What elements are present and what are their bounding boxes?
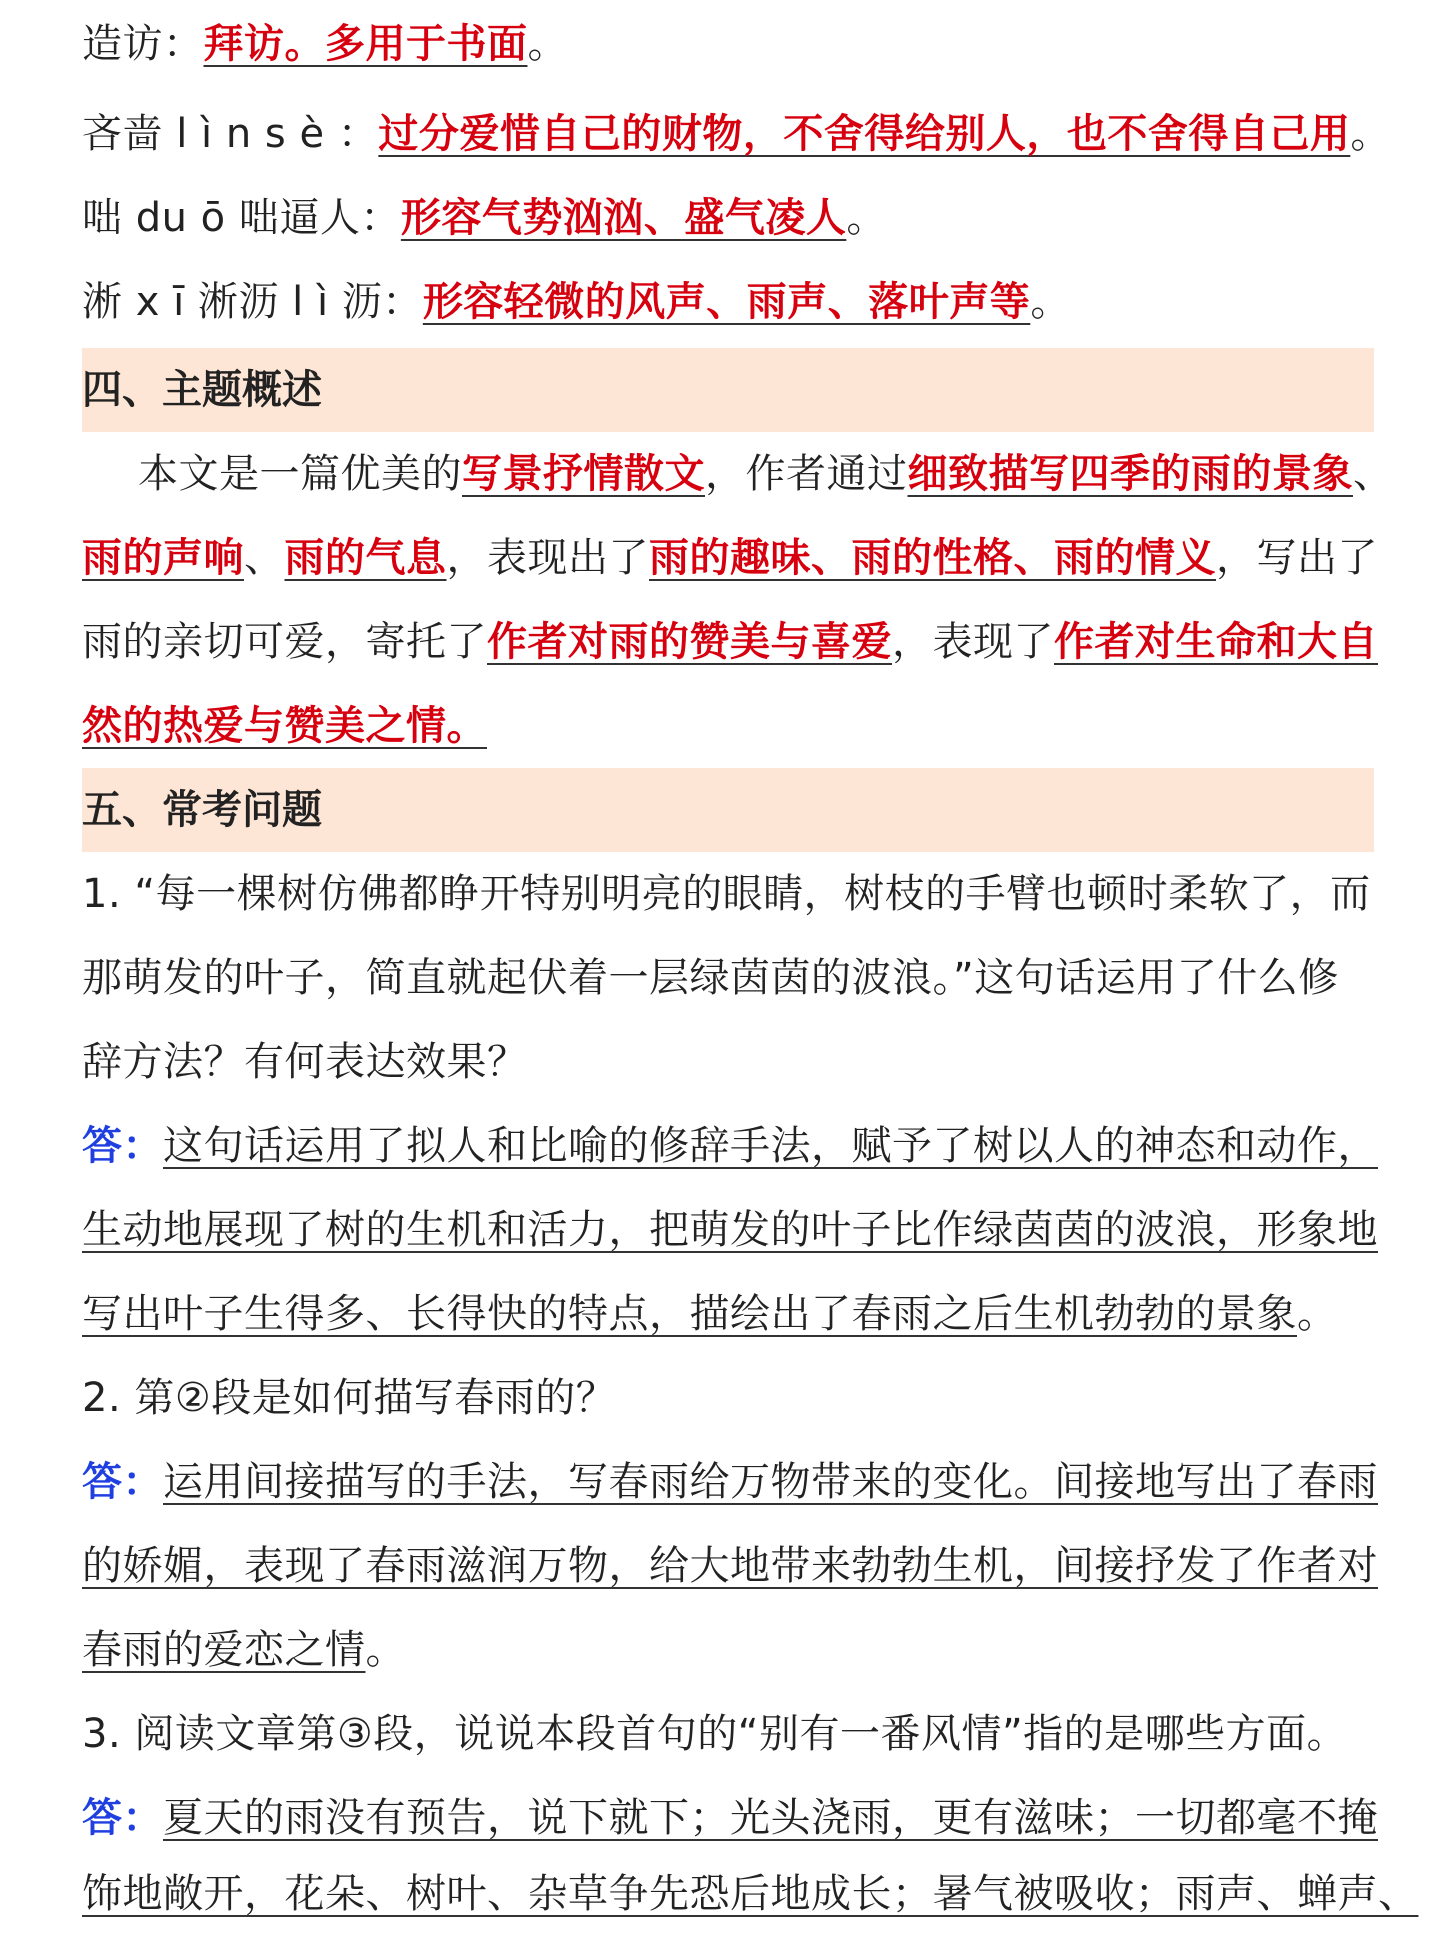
vocab-term: 造访：	[82, 21, 204, 67]
answer-label: 答：	[82, 1795, 163, 1841]
theme-paragraph-line-3	[82, 600, 1378, 684]
highlight-span: 细致描写四季的雨的景象	[907, 451, 1353, 497]
text-span: 本文是一篇优美的	[138, 451, 462, 497]
text-span: 、	[1353, 451, 1394, 497]
answer-1-line-2	[82, 1188, 1378, 1272]
answer-1-line-3	[82, 1272, 1338, 1356]
answer-2-line-3	[82, 1608, 406, 1692]
text-span: ，表现出了	[446, 535, 649, 581]
theme-paragraph-line-1	[82, 432, 1394, 516]
highlight-span: 雨的声响	[82, 535, 244, 581]
highlight-span: 作者对雨的赞美与喜爱	[487, 619, 892, 665]
section-heading-questions: 五、常考问题	[82, 768, 1374, 852]
answer-text: 夏天的雨没有预告，说下就下；光头浇雨，更有滋味；一切都毫不掩	[163, 1795, 1378, 1841]
text-span: 雨的亲切可爱，寄托了	[82, 619, 487, 665]
answer-label: 答：	[82, 1123, 163, 1169]
answer-text: 生动地展现了树的生机和活力，把萌发的叶子比作绿茵茵的波浪，形象地	[82, 1207, 1378, 1253]
theme-paragraph-line-4	[82, 684, 487, 768]
text-span: ，表现了	[892, 619, 1054, 665]
highlight-span: 然的热爱与赞美之情。	[82, 703, 487, 749]
answer-2-line-2	[82, 1524, 1378, 1608]
text-span: 、	[244, 535, 285, 581]
answer-end: 。	[1297, 1291, 1338, 1337]
question-3: 3. 阅读文章第③段，说说本段首句的“别有一番风情”指的是哪些方面。	[82, 1711, 1348, 1757]
vocab-end: 。	[1030, 279, 1071, 325]
answer-2-line-1	[82, 1440, 1378, 1524]
answer-label: 答：	[82, 1459, 163, 1505]
question-1-line-1: 1. “每一棵树仿佛都睁开特别明亮的眼睛，树枝的手臂也顿时柔软了，而	[82, 871, 1371, 917]
highlight-span: 写景抒情散文	[462, 451, 705, 497]
answer-text: 的娇媚，表现了春雨滋润万物，给大地带来勃勃生机，间接抒发了作者对	[82, 1543, 1378, 1589]
vocab-definition: 拜访。多用于书面	[203, 21, 528, 67]
theme-paragraph-line-2	[82, 516, 1378, 600]
answer-text: 饰地敞开，花朵、树叶、杂草争先恐后地成长；暑气被吸收；雨声、蝉声、	[82, 1871, 1419, 1917]
highlight-span: 雨的气息	[284, 535, 447, 581]
section-heading-theme: 四、主题概述	[82, 348, 1374, 432]
vocab-end: 。	[846, 195, 887, 241]
question-1-line-2: 那萌发的叶子，简直就起伏着一层绿茵茵的波浪。”这句话运用了什么修	[82, 955, 1339, 1001]
vocab-definition: 形容轻微的风声、雨声、落叶声等	[422, 279, 1031, 325]
answer-3-line-1	[82, 1776, 1378, 1860]
highlight-span: 作者对生命和大自	[1054, 619, 1378, 665]
vocab-line-duoduo	[82, 176, 887, 260]
vocab-end: 。	[527, 21, 568, 67]
question-2: 2. 第②段是如何描写春雨的？	[82, 1375, 617, 1421]
vocab-line-zaofang	[82, 2, 568, 86]
answer-end: 。	[365, 1627, 406, 1673]
answer-text: 写出叶子生得多、长得快的特点，描绘出了春雨之后生机勃勃的景象	[82, 1291, 1297, 1337]
vocab-line-xili	[82, 260, 1071, 344]
answer-text: 这句话运用了拟人和比喻的修辞手法，赋予了树以人的神态和动作，	[163, 1123, 1378, 1169]
answer-text: 春雨的爱恋之情	[82, 1627, 366, 1673]
vocab-term: 淅 x ī 淅沥 l ì 沥：	[82, 279, 423, 325]
vocab-term: 咄 du ō 咄逼人：	[82, 195, 401, 241]
answer-text: 运用间接描写的手法，写春雨给万物带来的变化。间接地写出了春雨	[163, 1459, 1378, 1505]
text-span: ，写出了	[1216, 535, 1378, 581]
vocab-term: 吝啬 l ì n s è ：	[82, 111, 379, 157]
text-span: ，作者通过	[705, 451, 908, 497]
highlight-span: 雨的趣味、雨的性格、雨的情义	[649, 535, 1216, 581]
answer-3-line-2	[82, 1852, 1419, 1936]
question-1-line-3: 辞方法？有何表达效果？	[82, 1039, 528, 1085]
vocab-definition: 形容气势汹汹、盛气凌人	[400, 195, 847, 241]
answer-1-line-1	[82, 1104, 1378, 1188]
vocab-line-linse	[82, 92, 1391, 176]
vocab-end: 。	[1350, 111, 1391, 157]
vocab-definition: 过分爱惜自己的财物，不舍得给别人，也不舍得自己用	[378, 111, 1351, 157]
